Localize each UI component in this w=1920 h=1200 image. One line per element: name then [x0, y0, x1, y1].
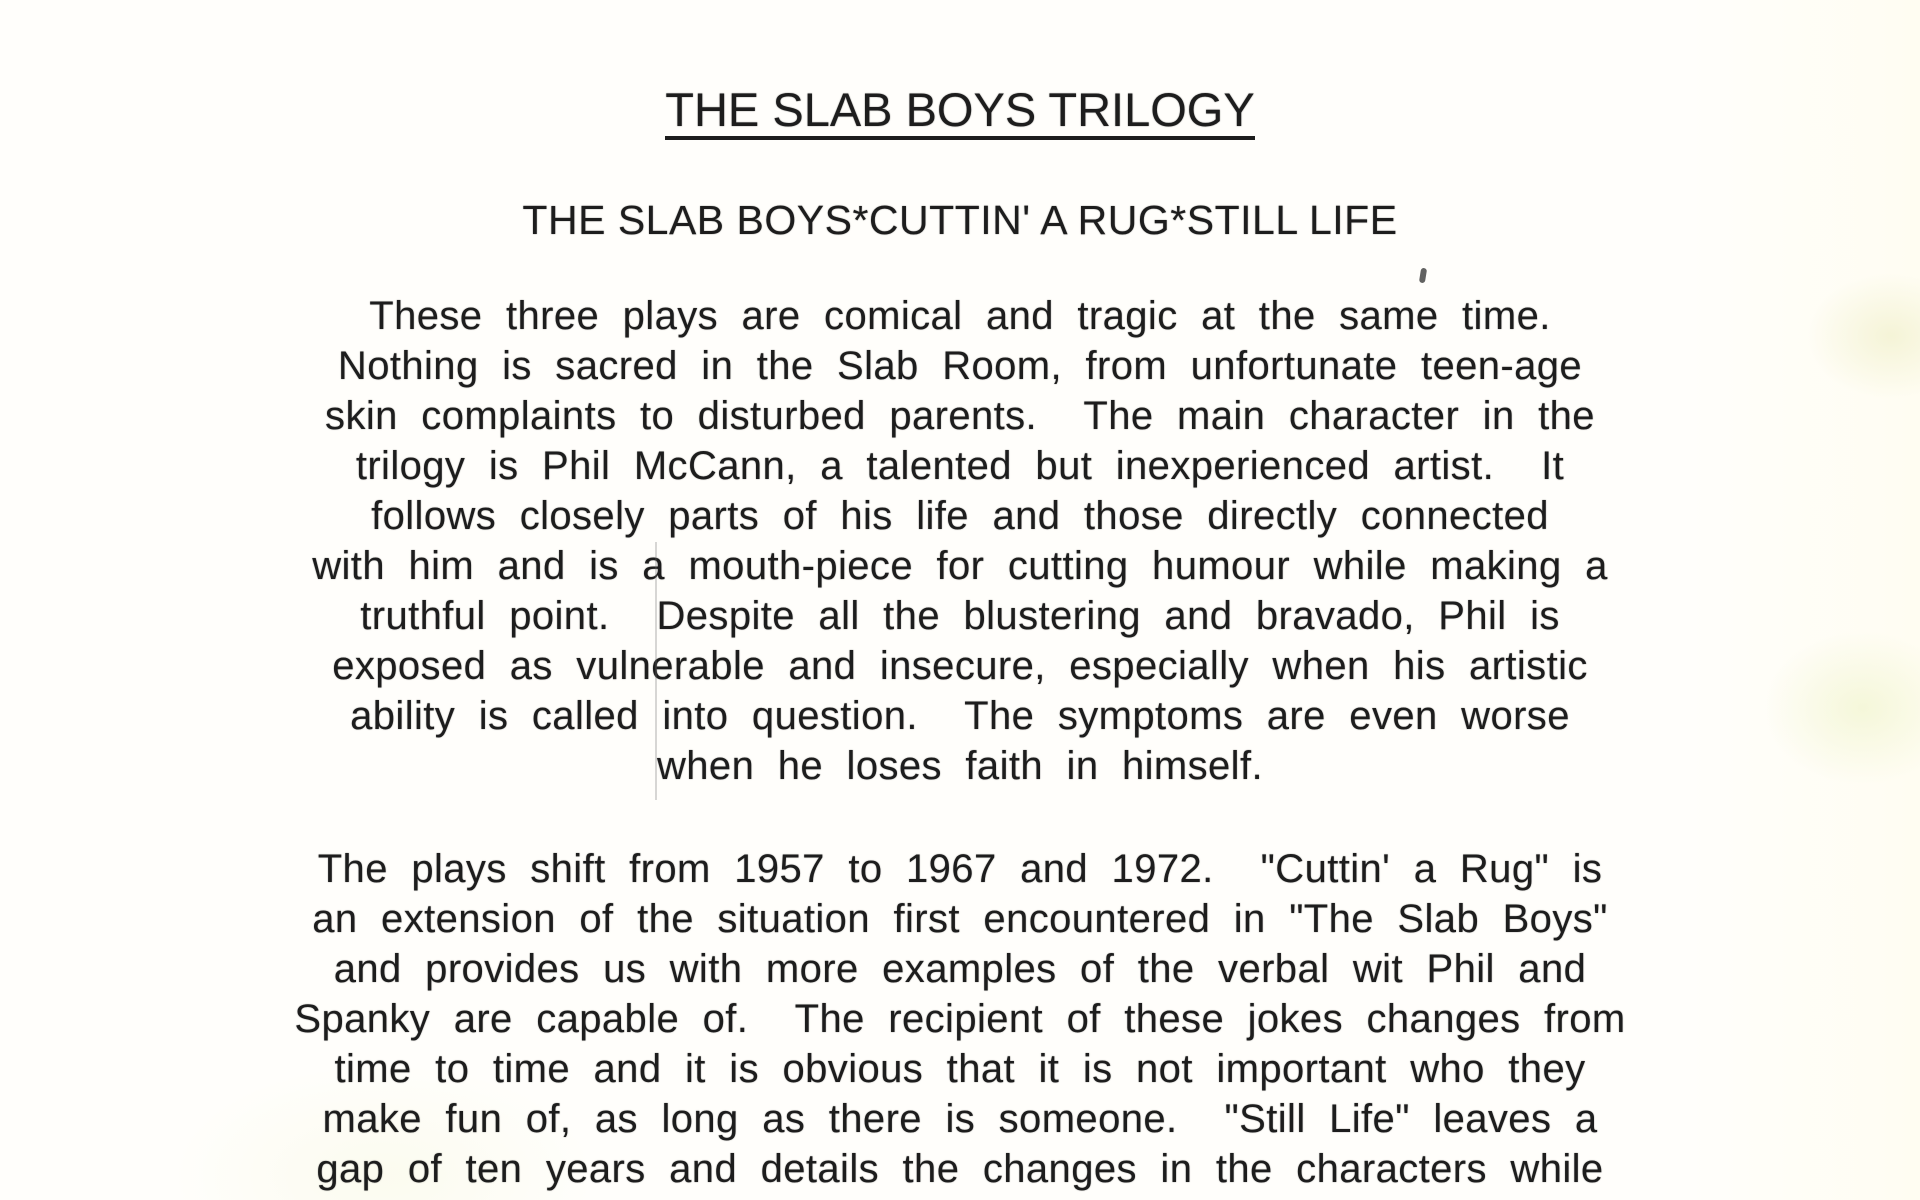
- document-body: [0, 291, 1920, 1194]
- text-line: ability is called into question. The symptoms are even worse: [350, 693, 1570, 738]
- text-line: when he loses faith in himself.: [656, 743, 1263, 788]
- paragraph: [0, 291, 1920, 791]
- text-line: Nothing is sacred in the Slab Room, from unfortunate teen-age: [337, 343, 1583, 388]
- text-line: skin complaints to disturbed parents. The main character in the: [325, 393, 1595, 438]
- text-line: gap of ten years and details the changes in the characters while: [316, 1146, 1604, 1191]
- scan-ink-speckle-artifact: [1419, 268, 1427, 284]
- text-line: follows closely parts of his life and those directly connected: [371, 493, 1549, 538]
- text-line: make fun of, as long as there is someone. "Still Life" leaves a: [322, 1096, 1598, 1141]
- title-row: [0, 84, 1920, 140]
- text-line: trilogy is Phil McCann, a talented but inexperienced artist. It: [355, 443, 1565, 488]
- text-line: Spanky are capable of. The recipient of these jokes changes from: [294, 996, 1626, 1041]
- text-line: These three plays are comical and tragic at the same time.: [369, 293, 1551, 338]
- page-title: THE SLAB BOYS TRILOGY: [665, 84, 1254, 140]
- page-subtitle: THE SLAB BOYS*CUTTIN' A RUG*STILL LIFE: [522, 196, 1398, 243]
- text-line: and provides us with more examples of the verbal wit Phil and: [333, 946, 1587, 991]
- paragraph: [0, 844, 1920, 1194]
- scan-fold-line-artifact: [655, 542, 657, 800]
- text-line: an extension of the situation first encountered in "The Slab Boys": [312, 896, 1608, 941]
- text-line: with him and is a mouth-piece for cutting humour while making a: [312, 543, 1608, 588]
- text-line: truthful point. Despite all the blustering and bravado, Phil is: [360, 593, 1560, 638]
- text-line: time to time and it is obvious that it is not important who they: [334, 1046, 1586, 1091]
- text-line: The plays shift from 1957 to 1967 and 1972. "Cuttin' a Rug" is: [317, 846, 1603, 891]
- text-line: exposed as vulnerable and insecure, especially when his artistic: [332, 643, 1588, 688]
